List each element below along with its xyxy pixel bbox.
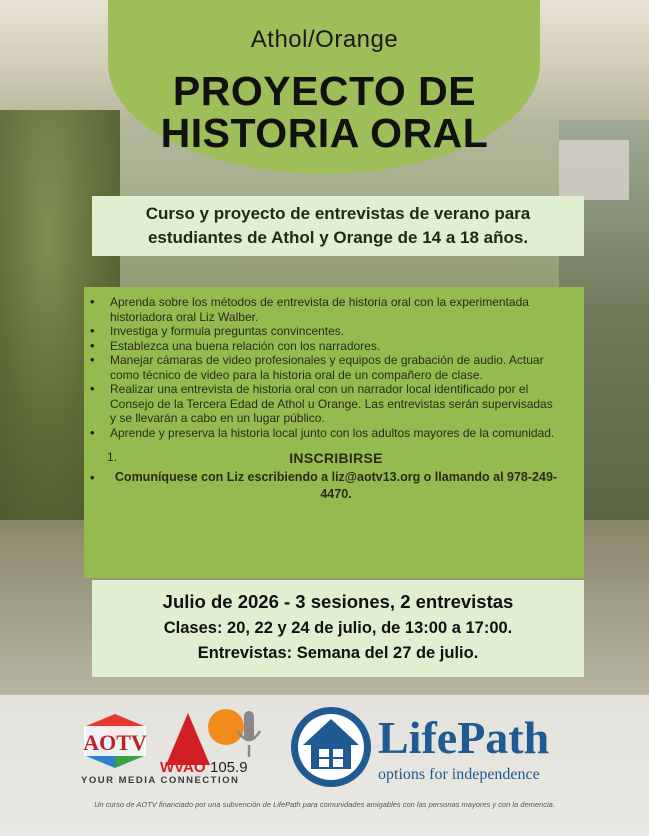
list-item: • Investiga y formula preguntas convincentes.: [110, 324, 562, 339]
lifepath-house-icon: [289, 705, 373, 789]
list-item: • Aprenda sobre los métodos de entrevista de historia oral con la experimentada historiadora oral Liz Walber.: [110, 295, 562, 324]
list-item: • Establezca una buena relación con los narradores.: [110, 339, 562, 354]
intro-box: [92, 196, 584, 256]
lifepath-tagline: options for independence: [378, 766, 540, 783]
media-tagline: YOUR MEDIA CONNECTION: [81, 775, 240, 786]
page-title: [0, 70, 649, 154]
title-line-2: HISTORIA ORAL: [160, 110, 489, 156]
schedule-interviews: Entrevistas: Semana del 27 de julio.: [197, 644, 479, 662]
register-title: INSCRIBIRSE: [289, 450, 383, 466]
svg-text:AOTV: AOTV: [83, 730, 147, 755]
intro-text: Curso y proyecto de entrevistas de verano para estudiantes de Athol y Orange de 14 a 18 años.: [145, 204, 531, 247]
details-box: [84, 287, 584, 578]
credit-note: Un curso de AOTV financiado por una subvención de LifePath para comunidades amigables con las personas mayores y con la demencia.: [94, 800, 555, 809]
list-item: • Realizar una entrevista de historia oral con un narrador local identificado por el Consejo de la Tercera Edad de Athol u Orange. Las entrevistas serán supervisadas y se llevarán a cabo en un lugar público.: [110, 382, 562, 426]
list-item: • Manejar cámaras de video profesionales y equipos de grabación de audio. Actuar como técnico de video para la historia oral de un compañero de clase.: [110, 353, 562, 382]
svg-text:105.9: 105.9: [210, 759, 248, 775]
list-item: • Aprende y preserva la historia local junto con los adultos mayores de la comunidad.: [110, 426, 562, 441]
bullet-list: [110, 295, 562, 440]
schedule-box: [92, 580, 584, 677]
header-subtitle: Athol/Orange: [250, 26, 399, 53]
svg-text:WVAO: WVAO: [160, 759, 206, 775]
schedule-title: Julio de 2026 - 3 sesiones, 2 entrevistas: [162, 591, 514, 612]
aotv-logo: [82, 712, 148, 770]
register-heading: [107, 450, 562, 466]
lifepath-name: LifePath: [378, 712, 550, 763]
schedule-classes: Clases: 20, 22 y 24 de julio, de 13:00 a 17:00.: [163, 619, 513, 637]
title-line-1: PROYECTO DE: [172, 68, 477, 114]
contact-info: • Comuníquese con Liz escribiendo a liz@aotv13.org o llamando al 978-249-4470.: [110, 469, 562, 503]
wvao-logo: [158, 705, 264, 775]
register-number: 1.: [107, 450, 118, 464]
